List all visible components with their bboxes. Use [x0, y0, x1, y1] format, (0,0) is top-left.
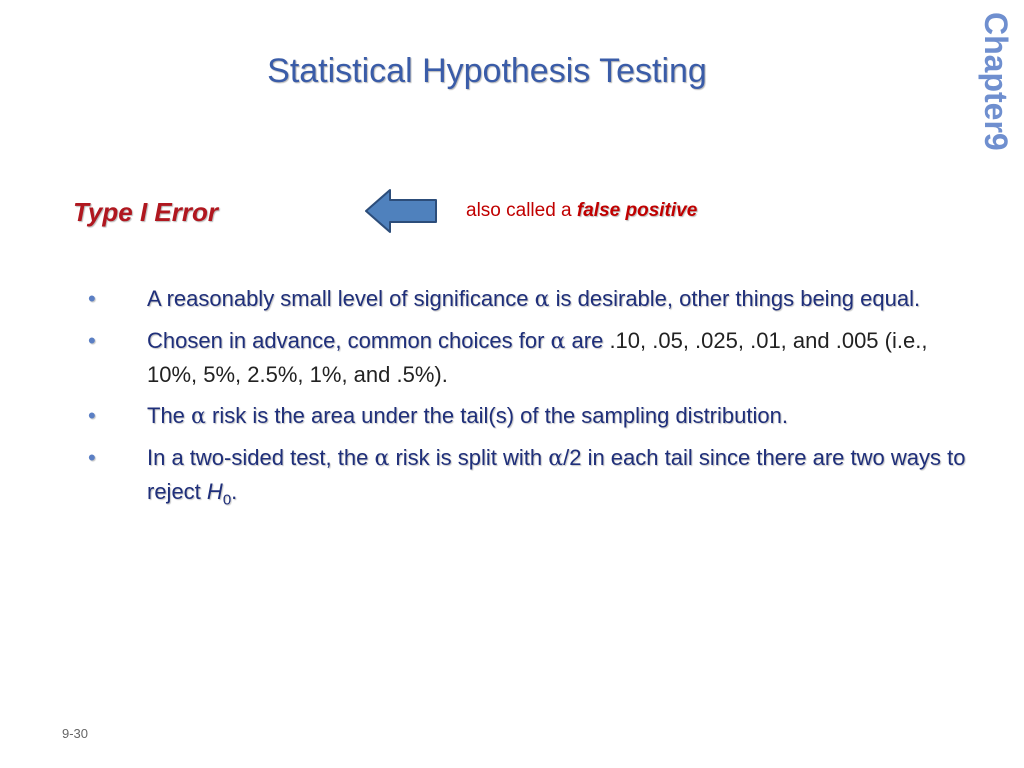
page-number: 9-30 [62, 726, 89, 741]
chapter-number: 9 [978, 132, 1014, 151]
null-hypothesis [206, 479, 232, 509]
chapter-word: Chapter [978, 12, 1014, 133]
false-positive-term: false positive [576, 200, 698, 221]
null-hypothesis-letter: H [206, 479, 223, 504]
bullet-list [88, 282, 968, 524]
alpha-symbol: α [374, 446, 390, 471]
subheading-type-i-error: Type I Error [73, 197, 218, 227]
bullet-text: Chosen in advance, common choices for [147, 328, 551, 353]
bullet-dot: • [88, 403, 96, 428]
bullet-text: In a two-sided test, the [147, 445, 375, 470]
bullet-dot: • [88, 445, 96, 470]
slide-title: Statistical Hypothesis Testing [267, 52, 707, 90]
bullet-item [88, 324, 968, 391]
bullet-dot: • [88, 286, 96, 311]
alpha-symbol: α [550, 329, 566, 354]
bullet-text: are [565, 328, 604, 353]
left-arrow-icon [364, 188, 438, 234]
bullet-text: /2 in each tail since there are two ways to reject [147, 445, 966, 504]
alpha-symbol: α [191, 404, 206, 429]
chapter-label [976, 12, 1016, 202]
bullet-item [88, 441, 968, 516]
bullet-text: The [147, 403, 192, 428]
bullet-text: risk is split with [389, 445, 549, 470]
bullet-dot: • [88, 328, 96, 353]
bullet-text: . [231, 479, 238, 504]
null-hypothesis-subscript: 0 [222, 491, 232, 509]
bullet-text: is desirable, other things being equal. [549, 286, 921, 311]
also-called-prefix: also called a [466, 200, 577, 221]
bullet-text: A reasonably small level of significance [147, 286, 535, 311]
also-called-note [466, 200, 697, 222]
bullet-item [88, 399, 968, 433]
bullet-text: risk is the area under the tail(s) of the sampling distribution. [205, 403, 788, 428]
bullet-item [88, 282, 968, 316]
alpha-symbol: α [534, 287, 550, 312]
significance-values: .10, .05, .025, .01, and .005 (i.e., 10%, 5%, 2.5%, 1%, and .5%). [147, 328, 928, 387]
alpha-symbol: α [548, 446, 564, 471]
